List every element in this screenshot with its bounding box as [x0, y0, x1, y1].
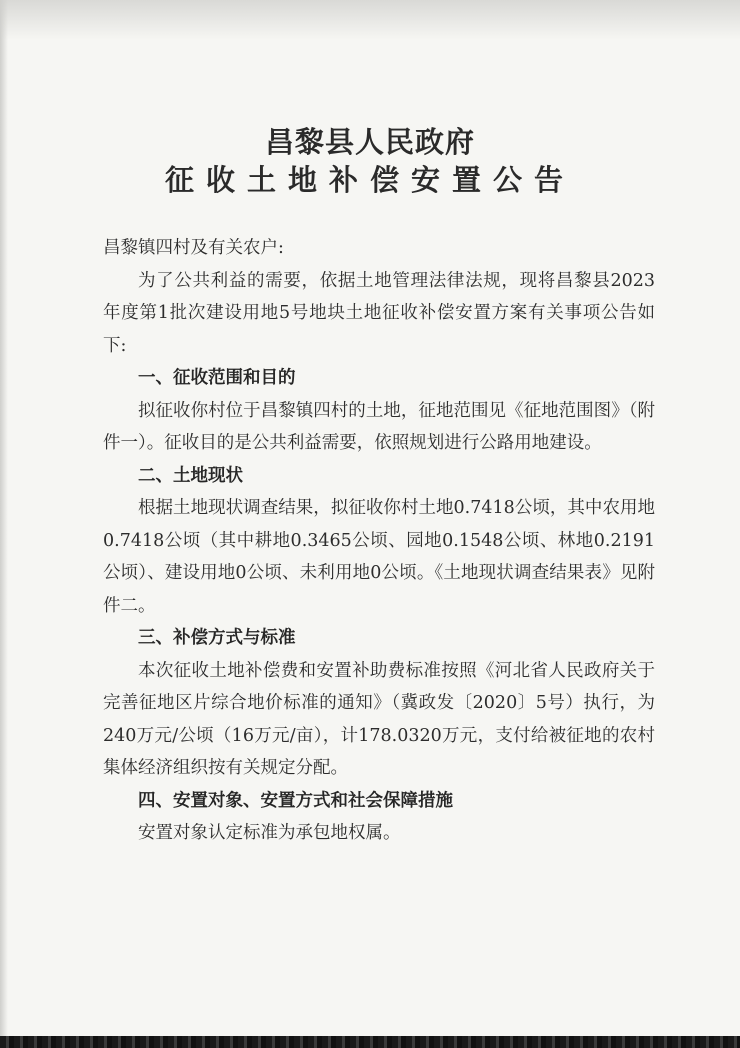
section-heading-scope: 一、征收范围和目的	[138, 368, 296, 388]
section-text-land-status: 根据土地现状调查结果，拟征收你村土地0.7418公顷，其中农用地0.7418公顷（其中耕地0.3465公顷、园地0.1548公顷、林地0.2191公顷）、建设用地0公顷、未利用地0公顷。《土地现状调查结果表》见附件二。	[103, 498, 655, 616]
notice-title: 征收土地补偿安置公告	[164, 163, 575, 197]
section-text-resettlement: 安置对象认定标准为承包地权属。	[138, 823, 401, 843]
scan-shadow-top	[0, 0, 740, 40]
addressee: 昌黎镇四村及有关农户:	[103, 238, 284, 258]
scan-edge-bottom	[0, 1036, 740, 1048]
section-text-scope: 拟征收你村位于昌黎镇四村的土地，征地范围见《征地范围图》（附件一）。征收目的是公共利益需要，依照规划进行公路用地建设。	[103, 400, 655, 453]
section-text-compensation: 本次征收土地补偿费和安置补助费标准按照《河北省人民政府关于完善征地区片综合地价标准的通知》（冀政发〔2020〕5号）执行，为240万元/公顷（16万元/亩），计178.0320万元，支付给被征地的农村集体经济组织按有关规定分配。	[103, 660, 655, 778]
issuer-title: 昌黎县人民政府	[264, 125, 475, 159]
section-heading-land-status: 二、土地现状	[138, 465, 243, 486]
section-heading-resettlement: 四、安置对象、安置方式和社会保障措施	[138, 790, 453, 811]
notice-body	[103, 232, 655, 850]
intro-paragraph: 为了公共利益的需要，依据土地管理法律法规，现将昌黎县2023年度第1批次建设用地5号地块土地征收补偿安置方案有关事项公告如下:	[103, 270, 655, 356]
section-heading-compensation: 三、补偿方式与标准	[138, 628, 296, 648]
